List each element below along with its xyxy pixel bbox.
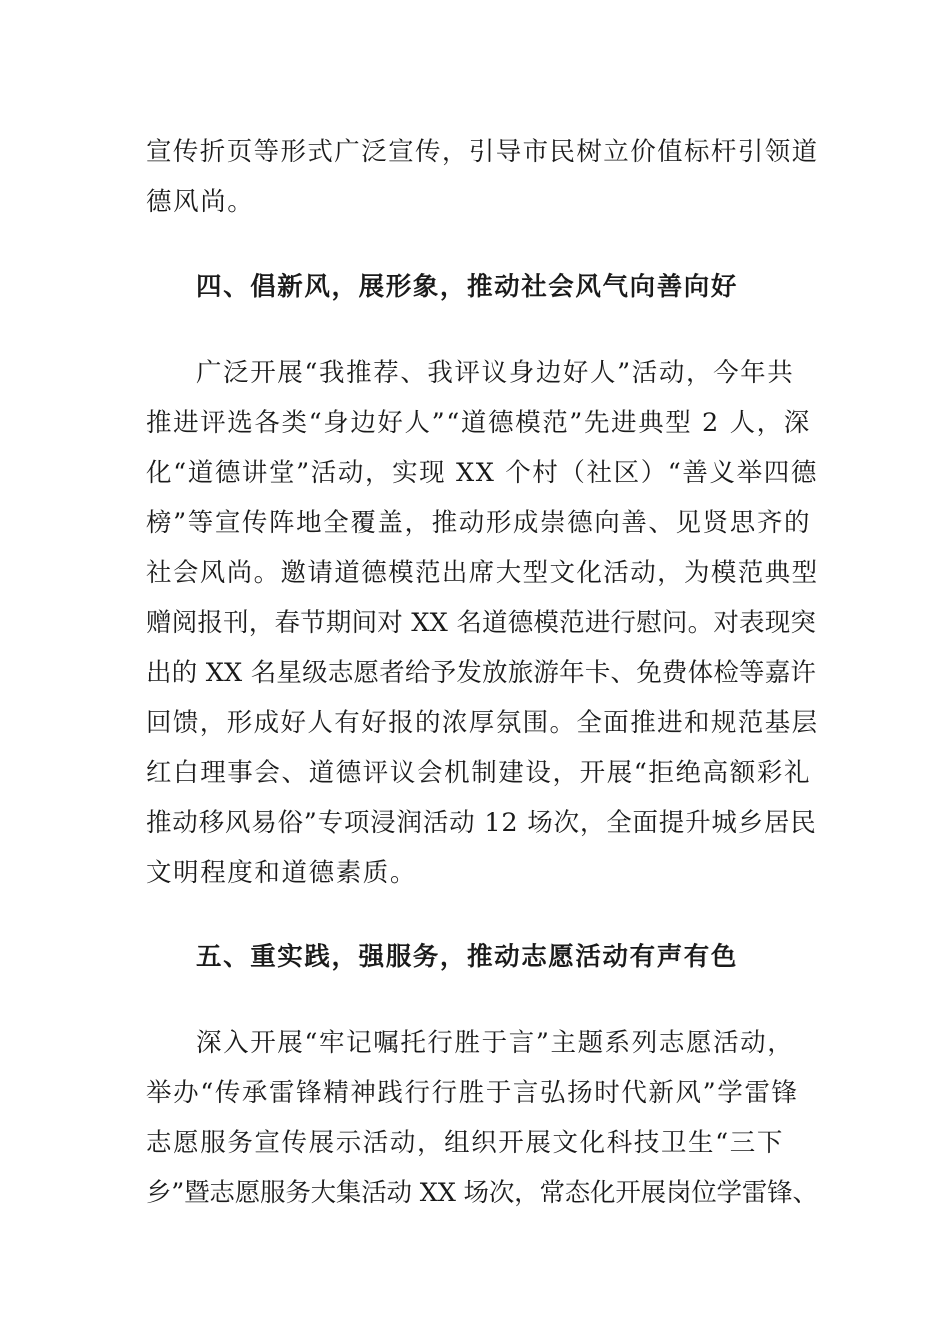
paragraph-line: 宣传折页等形式广泛宣传，引导市民树立价值标杆引领道 <box>146 137 819 167</box>
paragraph-line: 社会风尚。邀请道德模范出席大型文化活动，为模范典型 <box>146 558 819 588</box>
section-heading-4: 四、倡新风，展形象，推动社会风气向善向好 <box>196 272 739 302</box>
paragraph-line: 赠阅报刊，春节期间对 XX 名道德模范进行慰问。对表现突 <box>146 608 817 638</box>
paragraph-line: 出的 XX 名星级志愿者给予发放旅游年卡、免费体检等嘉许 <box>146 658 817 688</box>
paragraph-line: 志愿服务宣传展示活动，组织开展文化科技卫生“三下 <box>146 1128 784 1158</box>
paragraph-line: 红白理事会、道德评议会机制建设，开展“拒绝高额彩礼 <box>146 758 812 788</box>
paragraph-line: 德风尚。 <box>146 187 255 217</box>
section-heading-5: 五、重实践，强服务，推动志愿活动有声有色 <box>196 942 739 972</box>
paragraph-line: 广泛开展“我推荐、我评议身边好人”活动，今年共 <box>196 358 795 388</box>
paragraph-line: 化“道德讲堂”活动，实现 XX 个村（社区）“善义举四德 <box>146 458 818 488</box>
paragraph-line: 举办“传承雷锋精神践行行胜于言弘扬时代新风”学雷锋 <box>146 1078 799 1108</box>
paragraph-line: 榜”等宣传阵地全覆盖，推动形成崇德向善、见贤思齐的 <box>146 508 812 538</box>
paragraph-line: 推动移风易俗”专项浸润活动 12 场次，全面提升城乡居民 <box>146 808 817 838</box>
paragraph-line: 文明程度和道德素质。 <box>146 858 418 888</box>
paragraph-line: 乡”暨志愿服务大集活动 XX 场次，常态化开展岗位学雷锋、 <box>146 1178 818 1208</box>
paragraph-line: 深入开展“牢记嘱托行胜于言”主题系列志愿活动， <box>196 1028 795 1058</box>
paragraph-line: 推进评选各类“身边好人”“道德模范”先进典型 2 人，深 <box>146 408 811 438</box>
paragraph-line: 回馈，形成好人有好报的浓厚氛围。全面推进和规范基层 <box>146 708 819 738</box>
